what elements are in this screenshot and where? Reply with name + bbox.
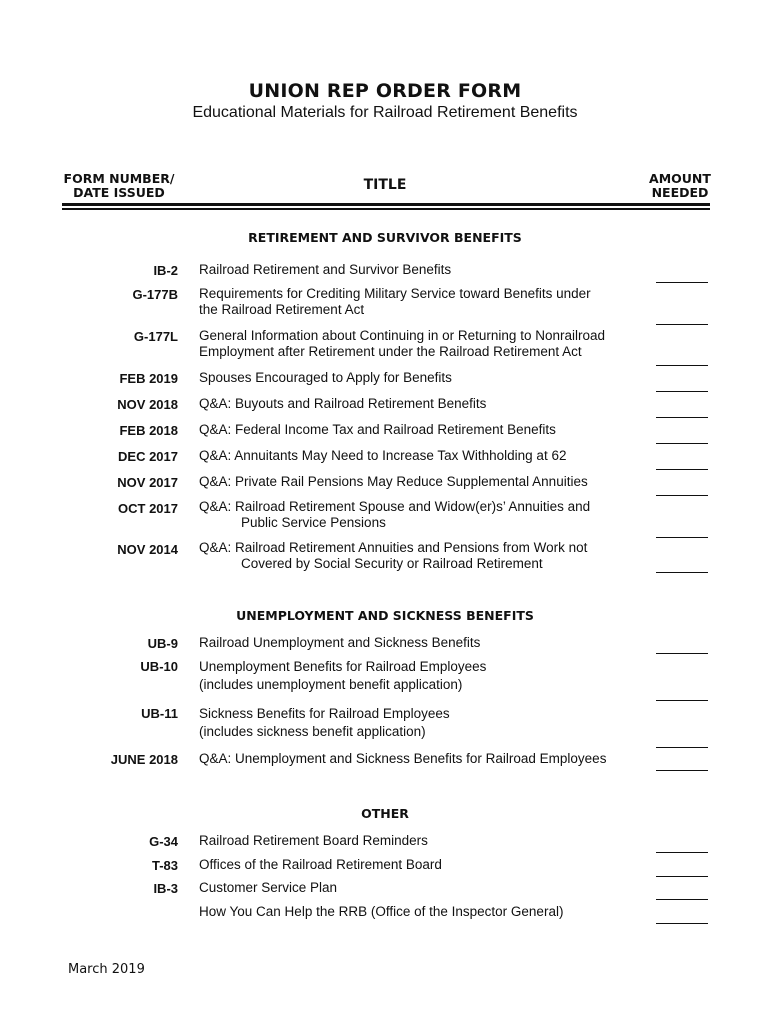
form-number-header-line2: DATE ISSUED <box>73 185 165 200</box>
form-title <box>199 370 644 386</box>
amount-blank[interactable] <box>656 770 708 771</box>
amount-blank[interactable] <box>656 282 708 283</box>
form-title-line: Q&A: Railroad Retirement Annuities and Pensions from Work not <box>199 540 588 555</box>
form-number: DEC 2017 <box>118 449 178 464</box>
form-number: JUNE 2018 <box>110 752 178 767</box>
form-number: UB-11 <box>141 706 178 721</box>
form-title-line: Spouses Encouraged to Apply for Benefits <box>199 370 452 385</box>
form-title <box>199 499 644 531</box>
form-title <box>199 705 644 741</box>
form-title-line: (includes unemployment benefit application) <box>199 677 463 692</box>
form-title-line: Public Service Pensions <box>241 515 386 530</box>
form-title-line: Requirements for Crediting Military Service toward Benefits under <box>199 286 591 301</box>
form-number-header-line1: FORM NUMBER/ <box>63 171 175 186</box>
amount-header-line1: AMOUNT <box>649 171 711 186</box>
form-title-line: Customer Service Plan <box>199 880 338 895</box>
form-title <box>199 635 644 651</box>
section-heading-other: OTHER <box>361 806 409 821</box>
amount-blank[interactable] <box>656 391 708 392</box>
form-title <box>199 286 644 318</box>
amount-blank[interactable] <box>656 700 708 701</box>
header-rule-top <box>62 203 710 206</box>
section-heading-retirement: RETIREMENT AND SURVIVOR BENEFITS <box>248 230 522 245</box>
form-title-line: Q&A: Railroad Retirement Spouse and Widow(er)s’ Annuities and <box>199 499 591 514</box>
title-column-header: TITLE <box>363 177 407 193</box>
form-title-line: Q&A: Annuitants May Need to Increase Tax Withholding at 62 <box>199 448 567 463</box>
amount-blank[interactable] <box>656 747 708 748</box>
amount-blank[interactable] <box>656 443 708 444</box>
amount-blank[interactable] <box>656 653 708 654</box>
form-title <box>199 857 644 873</box>
form-title <box>199 904 644 920</box>
amount-header-line2: NEEDED <box>651 185 709 200</box>
form-title <box>199 422 644 438</box>
form-title-line: Railroad Retirement Board Reminders <box>199 833 428 848</box>
form-number: G-34 <box>149 834 178 849</box>
form-title <box>199 880 644 896</box>
form-number: G-177B <box>132 287 178 302</box>
form-number: T-83 <box>151 858 178 873</box>
form-number: NOV 2018 <box>117 397 178 412</box>
amount-blank[interactable] <box>656 852 708 853</box>
amount-blank[interactable] <box>656 572 708 573</box>
form-number: IB-2 <box>153 263 178 278</box>
form-title <box>199 262 644 278</box>
form-title-line: Q&A: Unemployment and Sickness Benefits for Railroad Employees <box>199 751 607 766</box>
form-number: NOV 2014 <box>117 542 178 557</box>
form-number: UB-10 <box>140 659 178 674</box>
page-title: UNION REP ORDER FORM <box>248 80 522 102</box>
form-title <box>199 658 644 694</box>
form-title-line: Q&A: Federal Income Tax and Railroad Retirement Benefits <box>199 422 556 437</box>
amount-blank[interactable] <box>656 469 708 470</box>
amount-blank[interactable] <box>656 899 708 900</box>
amount-blank[interactable] <box>656 537 708 538</box>
amount-blank[interactable] <box>656 324 708 325</box>
form-title-line: How You Can Help the RRB (Office of the Inspector General) <box>199 904 564 919</box>
form-title <box>199 474 644 490</box>
section-heading-unemployment: UNEMPLOYMENT AND SICKNESS BENEFITS <box>236 608 534 623</box>
form-number-column-header <box>60 172 178 200</box>
form-number: NOV 2017 <box>117 475 178 490</box>
form-title-line: Q&A: Private Rail Pensions May Reduce Supplemental Annuities <box>199 474 588 489</box>
form-number: FEB 2018 <box>119 423 178 438</box>
form-title-line: Railroad Unemployment and Sickness Benefits <box>199 635 481 650</box>
form-title-line: General Information about Continuing in or Returning to Nonrailroad <box>199 328 605 343</box>
form-title <box>199 751 644 767</box>
form-number: UB-9 <box>147 636 178 651</box>
footer-date: March 2019 <box>68 962 145 977</box>
form-number: FEB 2019 <box>119 371 178 386</box>
amount-blank[interactable] <box>656 417 708 418</box>
form-title-line: (includes sickness benefit application) <box>199 724 426 739</box>
form-title-line: Offices of the Railroad Retirement Board <box>199 857 442 872</box>
form-title-line: the Railroad Retirement Act <box>199 302 365 317</box>
header-rule-bottom <box>62 208 710 210</box>
amount-blank[interactable] <box>656 876 708 877</box>
amount-blank[interactable] <box>656 365 708 366</box>
form-title <box>199 448 644 464</box>
form-number: G-177L <box>133 329 178 344</box>
form-title-line: Sickness Benefits for Railroad Employees <box>199 706 450 721</box>
form-title-line: Railroad Retirement and Survivor Benefits <box>199 262 452 277</box>
amount-blank[interactable] <box>656 923 708 924</box>
amount-column-header <box>640 172 720 200</box>
form-title <box>199 328 644 360</box>
form-title <box>199 833 644 849</box>
amount-blank[interactable] <box>656 495 708 496</box>
form-number: IB-3 <box>153 881 178 896</box>
form-title-line: Covered by Social Security or Railroad Retirement <box>241 556 543 571</box>
page-subtitle: Educational Materials for Railroad Retirement Benefits <box>192 104 578 121</box>
form-title-line: Unemployment Benefits for Railroad Employees <box>199 659 487 674</box>
form-title-line: Q&A: Buyouts and Railroad Retirement Benefits <box>199 396 487 411</box>
form-title <box>199 396 644 412</box>
form-title <box>199 540 644 572</box>
form-number: OCT 2017 <box>118 501 178 516</box>
form-title-line: Employment after Retirement under the Railroad Retirement Act <box>199 344 582 359</box>
